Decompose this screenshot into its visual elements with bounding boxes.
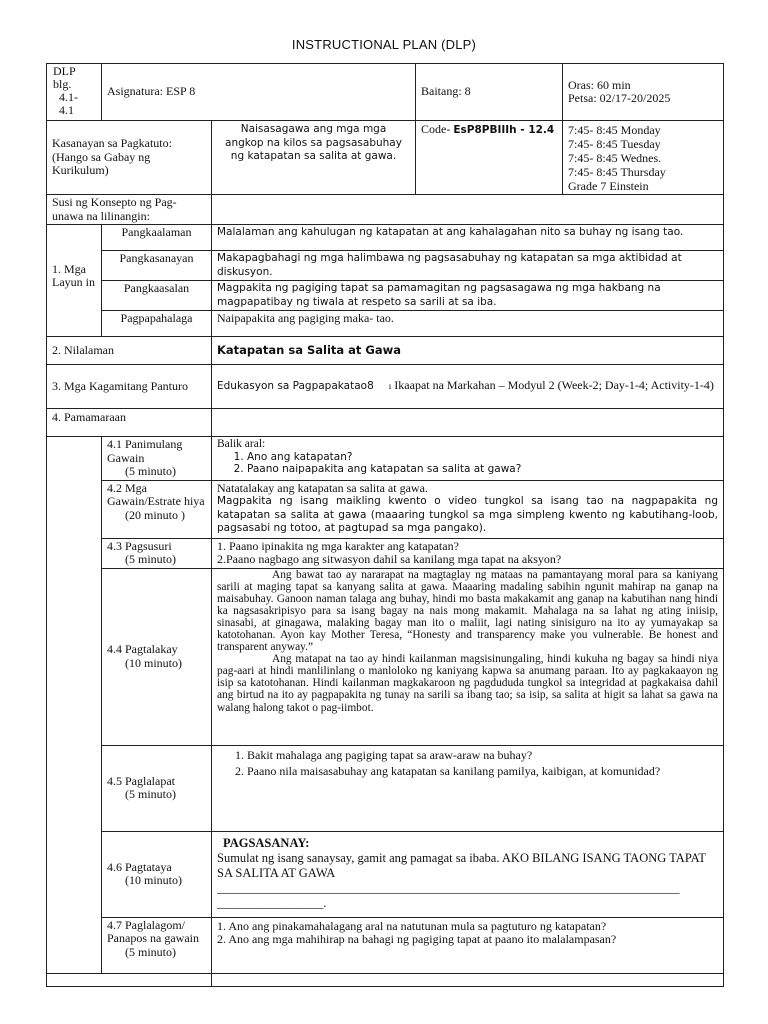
document-title: INSTRUCTIONAL PLAN (DLP) [291, 37, 477, 52]
empty-cell [47, 973, 212, 986]
key-concept-value-cell [212, 195, 724, 225]
exercise-heading: PAGSASANAY: [223, 835, 310, 850]
procedure-empty [212, 409, 724, 437]
schedule-line: 7:45- 8:45 Wednes. [568, 151, 662, 165]
activity-objective: Natatalakay ang katapatan sa salita at gawa. [217, 480, 428, 495]
step-minutes: (5 minuto) [125, 787, 176, 801]
step-content [212, 745, 724, 831]
schedule-line: 7:45- 8:45 Monday [568, 123, 661, 137]
step-label: 4.5 Paglalapat [107, 773, 175, 788]
subject: Asignatura: ESP 8 [107, 84, 196, 99]
competency-text-cell [212, 121, 416, 195]
subject-cell [102, 64, 416, 121]
step-content [212, 480, 724, 538]
procedure-margin [47, 437, 102, 974]
activity-description: Magpakita ng isang maikling kwento o video tungkol sa isang tao na nagpapakita ng katapatan sa salita at gawa (maaaring tungkol sa mga simpleng kwento ng kabutihang-loob, pagsasabi ng totoo, at pagtupad sa mga pangako). [217, 495, 718, 534]
application-question: 2. Paano nila maisasabuhay ang katapatan sa kanilang pamilya, kaibigan, at komunidad? [247, 763, 718, 779]
competency-text: Naisasagawa ang mga mga angkop na kilos sa pagsasabuhay ng katapatan sa salita at gawa. [225, 123, 402, 162]
step-label: 4.3 Pagsusuri [107, 538, 172, 553]
time-cell [563, 64, 724, 121]
content-value: Katapatan sa Salita at Gawa [212, 337, 724, 365]
dlp-label: DLP [53, 64, 76, 78]
objective-text: Naipapakita ang pagiging maka- tao. [212, 311, 724, 337]
date: Petsa: 02/17-20/2025 [568, 91, 671, 105]
objective-text: Makapagbahagi ng mga halimbawa ng pagsasabuhay ng katapatan sa mga aktibidad at diskusyon. [212, 251, 724, 281]
lesson-plan-table [46, 63, 724, 987]
step-label: 4.2 Mga Gawain/Estrate hiya [107, 480, 205, 508]
key-concept-label: Susi ng Konsepto ng Pag-unawa na lilinangin: [52, 195, 177, 223]
empty-cell [212, 973, 724, 986]
materials-textbook: Edukasyon sa Pagpapakatao8 [217, 380, 374, 393]
step-label-cell [102, 480, 212, 538]
step-content [212, 568, 724, 745]
application-question: 1. Bakit mahalaga ang pagiging tapat sa araw-araw na buhay? [247, 747, 718, 763]
step-minutes: (10 minuto) [125, 655, 182, 670]
step-content [212, 437, 724, 481]
class-section: Grade 7 Einstein [568, 179, 649, 193]
materials-cell: Edukasyon sa Pagpapakatao8 ı Ikaapat na Markahan – Modyul 2 (Week-2; Day-1-4; Activity-1-4) [212, 365, 724, 409]
procedure-label: 4. Pamamaraan [47, 409, 212, 437]
schedule-line: 7:45- 8:45 Tuesday [568, 137, 661, 151]
analysis-question: 2.Paano nagbago ang sitwasyon dahil sa kanilang mga tapat na aksyon? [217, 552, 562, 566]
step-label-cell [102, 568, 212, 745]
step-label: 4.7 Paglalagom/ Panapos na gawain [107, 917, 199, 945]
objectives-label: 1. Mga Layun in [52, 261, 95, 289]
step-label-cell [102, 437, 212, 481]
objective-domain: Pagpapahalaga [102, 311, 212, 337]
step-label-cell [102, 917, 212, 973]
grade-level: Baitang: 8 [421, 84, 471, 99]
step-minutes: (5 minuto) [125, 464, 176, 478]
step-label-cell [102, 745, 212, 831]
objectives-label-cell [47, 225, 102, 337]
competency-label: Kasanayan sa Pagkatuto: (Hango sa Gabay ng Kurikulum) [52, 136, 172, 178]
answer-blank-line: __________________________________________________________________________ [217, 880, 680, 895]
objective-domain: Pangkaalaman [102, 225, 212, 251]
objective-domain: Pangkasanayan [102, 251, 212, 281]
key-concept-label-cell [47, 195, 212, 225]
step-content [212, 538, 724, 568]
step-minutes: (20 minuto ) [125, 507, 185, 522]
step-content [212, 917, 724, 973]
duration: Oras: 60 min [568, 77, 631, 92]
objective-text: Magpakita ng pagiging tapat sa pamamagitan ng pagsasagawa ng mga hakbang na magpapatibay ng tiwala at respeto sa sarili at sa iba. [212, 281, 724, 311]
step-label: 4.1 Panimulang Gawain [107, 437, 183, 465]
review-question: 1. Ano ang katapatan? [247, 451, 718, 464]
step-label: 4.6 Pagtataya [107, 859, 172, 874]
discussion-paragraph: Ang bawat tao ay nararapat na magtaglay ng mataas na pamantayang moral para sa kaniyang sarili at maging tapat sa kanyang salita at gawa. Maaaring madaling sabihin ngunit mahirap na ganap na maisabuhay. Ganoon naman talaga ang buhay, hindi mo basta makakamit ang ganap na kabutihan nang hindi ka nagsasakripisyo para sa isang bagay na nais mong makamit. Mahalaga na sa lahat ng ating iniisip, sinasabi, at ginagawa, malaking bagay man ito o maliit, lagi nating sinisiguro na ito ay yumayakap sa katotohanan. Ayon kay Mother Teresa, “Honesty and transparency make you vulnerable. Be honest and transparent anyway.” [217, 568, 718, 654]
exercise-instructions: Sumulat ng isang sanaysay, gamit ang pamagat sa ibaba. AKO BILANG ISANG TAONG TAPAT SA SALITA AT GAWA [217, 850, 706, 880]
materials-label: 3. Mga Kagamitang Panturo [47, 365, 212, 409]
schedule-cell [563, 121, 724, 195]
code-value: EsP8PBIIIh - 12.4 [453, 124, 555, 136]
dlp-number-cell: DLP blg. 4.1- 4.1 [47, 64, 102, 121]
code-label: Code- [421, 122, 451, 136]
step-minutes: (5 minuto) [125, 552, 176, 566]
step-label-cell [102, 538, 212, 568]
content-label: 2. Nilalaman [47, 337, 212, 365]
materials-module: Ikaapat na Markahan – Modyul 2 (Week-2; Day-1-4; Activity-1-4) [394, 378, 714, 393]
schedule-line: 7:45- 8:45 Thursday [568, 165, 666, 179]
analysis-question: 1. Paano ipinakita ng mga karakter ang katapatan? [217, 538, 459, 553]
grade-cell [416, 64, 563, 121]
discussion-paragraph: Ang matapat na tao ay hindi kailanman magsisinungaling, hindi kukuha ng bagay sa hindi niya pag-aari at hindi manlilinlang o manloloko ng kaniyang kapwa sa anumang paraan. Ito ay pagkakaayon ng isip sa katotohanan. Hindi kailanman magkakaroon ng pagdududa tungkol sa integridad at pagkakaisa dahil ang birtud na ito ay pagpapakita ng tunay na sarili sa ibang tao; sa isip, sa salita at higit sa lahat sa gawa na walang halong takot o pag-iimbot. [217, 653, 718, 714]
closing-question: 2. Ano ang mga mahihirap na bahagi ng pagiging tapat at paano ito malalampasan? [217, 932, 617, 946]
closing-question: 1. Ano ang pinakamahalagang aral na natutunan mula sa pagtuturo ng katapatan? [217, 918, 607, 933]
competency-label-cell [47, 121, 212, 195]
step-minutes: (5 minuto) [125, 944, 176, 959]
objective-domain: Pangkaasalan [102, 281, 212, 311]
review-intro: Balik aral: [217, 438, 266, 450]
step-minutes: (10 minuto) [125, 873, 182, 887]
code-cell [416, 121, 563, 195]
step-label: 4.4 Pagtalakay [107, 642, 178, 656]
step-content [212, 831, 724, 917]
review-question: 2. Paano naipapakita ang katapatan sa salita at gawa? [247, 463, 718, 476]
answer-blank-line: _________________. [217, 895, 327, 910]
step-label-cell [102, 831, 212, 917]
objective-text: Malalaman ang kahulugan ng katapatan at ang kahalagahan nito sa buhay ng isang tao. [212, 225, 724, 251]
